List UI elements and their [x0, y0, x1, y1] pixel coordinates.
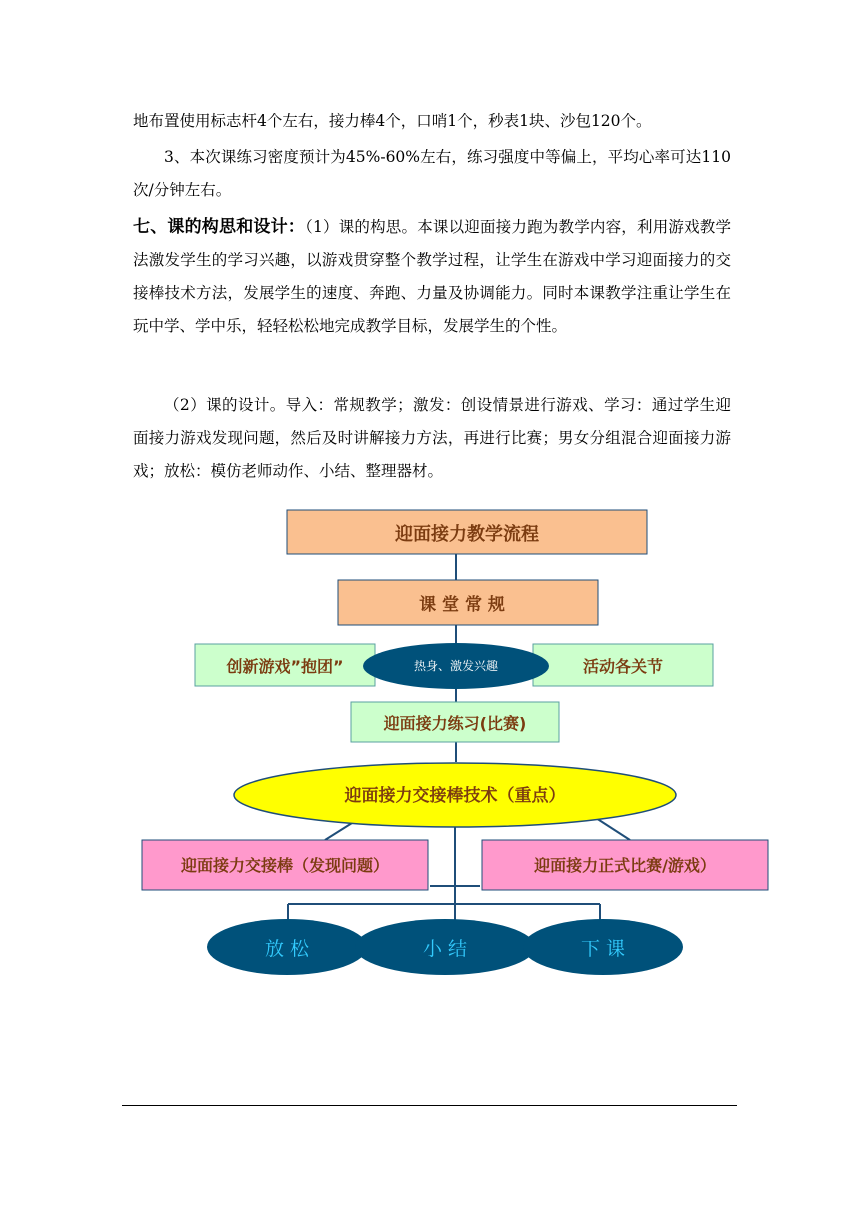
concept-body: （1）课的构思。本课以迎面接力跑为教学内容，利用游戏教学法激发学生的学习兴趣，以游戏贯穿整个教学过程，让学生在游戏中学习迎面接力的交接棒技术方法，发展学生的速度、奔跑、力量及协调能力。同时本课教学注重让学生在玩中学、学中乐，轻轻松松地完成教学目标，发展学生的个性。 [133, 218, 731, 335]
paragraph-density: 3、本次课练习密度预计为45%-60%左右，练习强度中等偏上，平均心率可达110次/分钟左右。 [133, 148, 731, 199]
flow-dismiss-label: 下 课 [580, 938, 626, 960]
flow-warmup-label: 热身、激发兴趣 [413, 659, 499, 673]
flow-summary-label: 小 结 [422, 938, 468, 960]
flow-right-activity-label: 活动各关节 [582, 657, 664, 676]
flow-left-game-label: 创新游戏”抱团” [226, 657, 344, 676]
flow-routine-label: 课 堂 常 规 [419, 595, 505, 615]
flow-technique-label: 迎面接力交接棒技术（重点） [344, 786, 566, 806]
footer-divider [122, 1105, 737, 1106]
flow-practice-label: 迎面接力练习(比赛) [383, 714, 527, 733]
paragraph-design-plan: （2）课的设计。导入：常规教学；激发：创设情景进行游戏、学习：通过学生迎面接力游戏发现问题，然后及时讲解接力方法，再进行比赛；男女分组混合迎面接力游戏；放松：模仿老师动作、小结、整理器材。 [133, 396, 731, 480]
flow-find-problem-label: 迎面接力交接棒（发现问题） [180, 856, 390, 875]
flow-relax-label: 放 松 [264, 938, 310, 960]
flow-title-label: 迎面接力教学流程 [395, 524, 539, 545]
paragraph-equipment: 地布置使用标志杆4个左右，接力棒4个，口哨1个，秒表1块、沙包120个。 [133, 112, 652, 130]
section-heading: 七、课的构思和设计： [133, 217, 305, 237]
flow-formal-game-label: 迎面接力正式比赛/游戏） [534, 856, 716, 875]
